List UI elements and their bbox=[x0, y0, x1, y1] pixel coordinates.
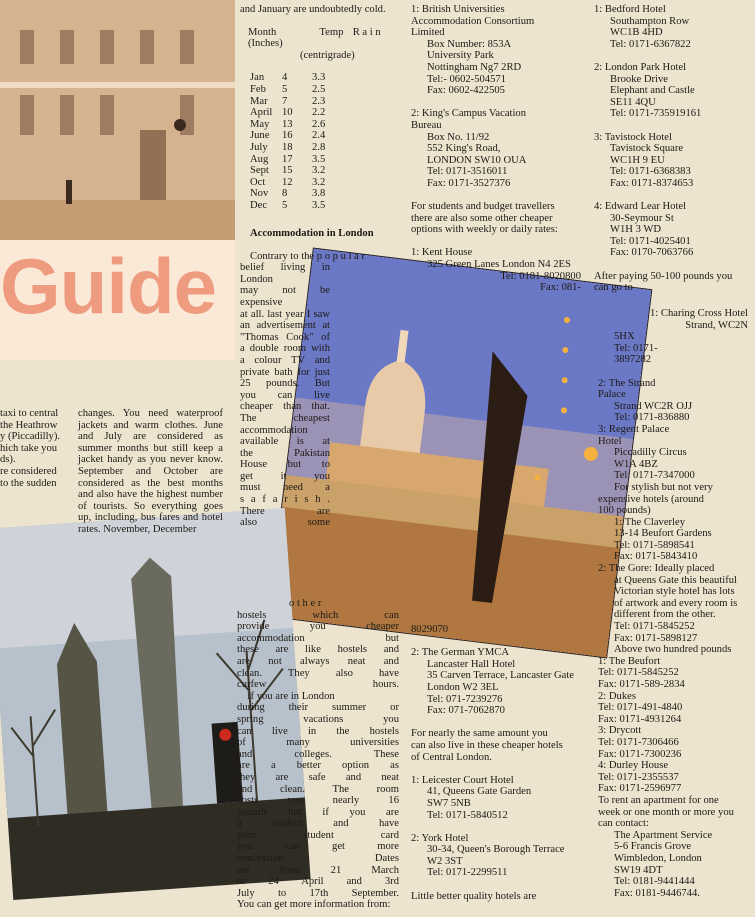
text-line: different from the other. bbox=[614, 609, 716, 621]
header-temp: Temp bbox=[319, 26, 344, 38]
text-line: 2: York Hotel bbox=[411, 832, 469, 844]
text-line: 2: King's Campus Vacation bbox=[411, 108, 526, 120]
text-line: Tel:- 0602-504571 bbox=[427, 73, 506, 85]
text-line bbox=[411, 879, 581, 891]
text-line: 35 Carven Terrace, Lancaster Gate bbox=[427, 670, 574, 682]
text-line: 1: Bedford Hotel bbox=[594, 4, 666, 15]
climate-row bbox=[240, 177, 400, 189]
text-line: and July are considered as bbox=[78, 431, 223, 443]
text-line bbox=[594, 259, 749, 271]
text-line: Tel: 071-7239276 bbox=[427, 693, 503, 705]
text-line: options with weekly or daily rates: bbox=[411, 224, 558, 236]
text-line: SW19 4DT bbox=[614, 864, 663, 876]
text-line: University Park bbox=[427, 50, 494, 62]
row-rain: 2.5 bbox=[312, 83, 326, 95]
text-line: House but to bbox=[240, 459, 330, 471]
row-rain: 3.5 bbox=[312, 153, 326, 165]
text-line: concession. Dates bbox=[237, 853, 399, 865]
text-line: If you are in London bbox=[247, 690, 335, 702]
text-line: W1A 4BZ bbox=[614, 458, 658, 470]
listing-cheap-hotels bbox=[411, 624, 581, 902]
text-line: WC1H 9 EU bbox=[610, 154, 665, 166]
text-line: Limited bbox=[411, 27, 445, 39]
text-line bbox=[411, 190, 581, 202]
text-line: London W2 3EL bbox=[427, 681, 499, 693]
text-line: Fax: 071-7062870 bbox=[427, 705, 505, 717]
photo-london-building bbox=[0, 0, 235, 360]
text-line: costs you nearly 16 bbox=[237, 795, 399, 807]
text-line: these are like hostels and bbox=[237, 644, 399, 656]
text-line: Victorian style hotel has lots bbox=[614, 586, 735, 598]
text-line: Fax: 0170-7063766 bbox=[610, 247, 694, 259]
text-line bbox=[594, 120, 749, 132]
text-line: are from 21 March bbox=[237, 864, 399, 876]
text-line: Hotel bbox=[598, 435, 622, 447]
climate-section bbox=[240, 4, 400, 212]
listing-hotels bbox=[594, 4, 749, 294]
text-line: can go to bbox=[594, 282, 633, 294]
text-line: 2: The Strand bbox=[598, 377, 656, 389]
text-line: To rent an apartment for one bbox=[598, 794, 719, 806]
text-line: Strand WC2R OJJ bbox=[614, 400, 693, 412]
text-line: can also live in these cheaper hotels bbox=[411, 739, 563, 751]
text-line: 552 King's Road, bbox=[427, 143, 501, 155]
text-line: Tel: 0171- bbox=[614, 342, 658, 354]
text-line: accommodation but bbox=[237, 632, 399, 644]
row-temp: 8 bbox=[282, 188, 288, 200]
row-rain: 2.3 bbox=[312, 95, 326, 107]
column-4-bottom bbox=[598, 308, 748, 899]
text-line: For nearly the same amount you bbox=[411, 728, 548, 740]
text-line: are not always neat and bbox=[237, 655, 399, 667]
row-month: Oct bbox=[250, 176, 266, 188]
text-line: also some bbox=[240, 517, 330, 529]
text-line: expensive hotels (around bbox=[598, 493, 704, 505]
text-line: cheaper than that. bbox=[240, 401, 330, 413]
text-line: For students and budget travellers bbox=[411, 201, 555, 213]
text-line: Strand, WC2N bbox=[685, 319, 748, 331]
row-rain: 3.3 bbox=[312, 72, 326, 84]
row-temp: 10 bbox=[282, 107, 293, 119]
text-line: Little better quality hotels are bbox=[411, 890, 537, 902]
text-line: For stylish but not very bbox=[614, 481, 713, 493]
row-rain: 3.8 bbox=[312, 188, 326, 200]
text-line: and colleges. These bbox=[237, 748, 399, 760]
hostels-section bbox=[237, 598, 399, 911]
text-line: After paying 50-100 pounds you bbox=[594, 270, 733, 282]
listing-universities bbox=[411, 4, 581, 294]
text-line: pounds but if you are bbox=[237, 806, 399, 818]
text-line: to 24 April and 3rd bbox=[237, 876, 399, 888]
text-line: your student card bbox=[237, 829, 399, 841]
row-temp: 15 bbox=[282, 165, 293, 177]
text-line: Fax: 0171-5843410 bbox=[614, 551, 698, 563]
text-line: LONDON SW10 OUA bbox=[427, 154, 527, 166]
text-line: Fax: 0171-589-2834 bbox=[598, 679, 685, 690]
text-line: must need a bbox=[240, 482, 330, 494]
row-temp: 17 bbox=[282, 153, 293, 165]
text-line: Tel: 0171-4025401 bbox=[610, 235, 691, 247]
text-line: There are bbox=[240, 505, 330, 517]
text-line: there are also some other cheaper bbox=[411, 212, 553, 224]
row-rain: 2.4 bbox=[312, 130, 326, 142]
text-line: Tel: 0171-5845252 bbox=[614, 621, 695, 633]
text-line bbox=[411, 236, 581, 248]
text-line: You can get more information from: bbox=[237, 899, 391, 911]
text-line bbox=[594, 190, 749, 202]
listing-expensive-hotels bbox=[598, 308, 748, 899]
text-line: considered as the best months bbox=[78, 477, 223, 489]
row-temp: 7 bbox=[282, 95, 288, 107]
text-line: 3897282 bbox=[614, 354, 652, 366]
climate-row bbox=[240, 84, 400, 96]
text-line: Tel: 0171-6367822 bbox=[610, 38, 691, 50]
text-line: at all. last year I saw bbox=[240, 308, 330, 320]
text-line: 3: Tavistock Hotel bbox=[594, 131, 672, 143]
row-rain: 3.5 bbox=[312, 199, 326, 211]
text-line: you can get more bbox=[237, 841, 399, 853]
text-line: 2: The Gore: Ideally placed bbox=[598, 563, 715, 575]
text-line: Elephant and Castle bbox=[610, 85, 695, 97]
text-line: 30-Seymour St bbox=[610, 212, 674, 224]
text-line: 3: Regent Palace bbox=[598, 423, 670, 435]
text-line: 4: Edward Lear Hotel bbox=[594, 201, 687, 213]
text-line: Contrary to the p o p u l a r bbox=[250, 250, 366, 262]
text-line bbox=[411, 821, 581, 833]
text-line: curfew hours. bbox=[237, 679, 399, 691]
climate-row bbox=[240, 96, 400, 108]
text-line: Fax: 0181-9446744. bbox=[614, 887, 700, 899]
text-line: up, including, bus fares and hotel bbox=[78, 512, 223, 524]
text-line: 30-34, Queen's Borough Terrace bbox=[427, 844, 565, 856]
row-temp: 13 bbox=[282, 118, 293, 130]
text-line: Tel: 0171-491-4840 bbox=[598, 702, 683, 714]
row-month: May bbox=[250, 118, 270, 130]
row-month: Sept bbox=[250, 165, 269, 177]
text-line: Wimbledon, London bbox=[614, 852, 702, 864]
text-line: rates. November, December bbox=[78, 523, 197, 535]
text-line: y (Piccadilly). bbox=[0, 431, 61, 443]
section-heading: Accommodation in London bbox=[250, 228, 374, 239]
text-line: Tel: 0181-8020800 bbox=[500, 270, 581, 282]
text-line: Fax: 0171-2596977 bbox=[598, 783, 682, 795]
text-line: clean. They also have bbox=[237, 667, 399, 679]
weather-text bbox=[78, 408, 223, 536]
text-line: 325 Green Lanes London N4 2ES bbox=[427, 259, 571, 271]
row-rain: 2.8 bbox=[312, 141, 326, 153]
text-line: July to 17th September. bbox=[237, 887, 399, 899]
text-line: can live in the hostels bbox=[237, 725, 399, 737]
climate-row bbox=[240, 200, 400, 212]
text-line: W2 3ST bbox=[427, 855, 463, 867]
text-line: Fax: 081- bbox=[540, 282, 581, 294]
climate-table-body bbox=[240, 72, 400, 211]
text-line: 5HX bbox=[614, 331, 635, 343]
accommodation-section bbox=[240, 228, 405, 529]
text-line: Piccadilly Circus bbox=[614, 447, 687, 459]
climate-row bbox=[240, 188, 400, 200]
text-line: Tel: 0171-6368383 bbox=[610, 166, 691, 178]
text-line: Tel: 0171-5840512 bbox=[427, 809, 508, 821]
text-line bbox=[411, 763, 581, 775]
text-line: SW7 5NB bbox=[427, 797, 471, 809]
text-line: Fax: 0171-5898127 bbox=[614, 632, 698, 644]
column-3-bottom bbox=[411, 624, 581, 902]
text-line bbox=[411, 717, 581, 729]
row-rain: 2.2 bbox=[312, 107, 326, 119]
text-line: of artwork and every room is bbox=[614, 597, 738, 609]
row-rain: 3.2 bbox=[312, 165, 326, 177]
text-line: taxi to central bbox=[0, 408, 59, 419]
text-line: Tel: 0171-836880 bbox=[614, 412, 690, 424]
text-line: o t h e r bbox=[289, 598, 322, 609]
text-line: Fax: 0171-8374653 bbox=[610, 177, 694, 189]
text-line: Tel: 0171-7306466 bbox=[598, 736, 679, 748]
text-line: Above two hundred pounds bbox=[614, 644, 732, 656]
text-line: Fax: 0171-7300236 bbox=[598, 748, 682, 760]
row-month: Feb bbox=[250, 83, 266, 95]
text-line: SE11 4QU bbox=[610, 96, 656, 108]
text-line: they are safe and neat bbox=[237, 771, 399, 783]
text-line: Nottingham Ng7 2RD bbox=[427, 61, 522, 73]
text-line: September and October are bbox=[78, 465, 223, 477]
text-line: Box No. 11/92 bbox=[427, 131, 490, 143]
text-line: changes. You need waterproof bbox=[78, 408, 223, 419]
row-temp: 16 bbox=[282, 130, 293, 142]
text-line: Brooke Drive bbox=[610, 73, 668, 85]
text-line: jacket handy as you never know. bbox=[78, 454, 223, 466]
text-line: are a better option as bbox=[237, 760, 399, 772]
text-line: 5-6 Francis Grove bbox=[614, 841, 692, 853]
text-line: and also have the highest number bbox=[78, 489, 223, 501]
climate-row bbox=[240, 165, 400, 177]
text-line: can contact: bbox=[598, 818, 649, 830]
text-line: 2: London Park Hotel bbox=[594, 61, 687, 73]
header-inches: (Inches) bbox=[248, 38, 283, 50]
text-line: at Queens Gate this beautiful bbox=[614, 574, 737, 586]
header-unit: (centrigrade) bbox=[300, 49, 355, 61]
text-line: Tel: 0171-2355537 bbox=[598, 771, 679, 783]
text-line: Fax: 0171-3527376 bbox=[427, 177, 511, 189]
text-line: ds). bbox=[0, 454, 16, 466]
climate-table-header bbox=[240, 27, 400, 62]
climate-row bbox=[240, 107, 400, 119]
row-temp: 18 bbox=[282, 141, 293, 153]
text-line: 1: The Beufort bbox=[598, 655, 661, 667]
row-month: July bbox=[250, 141, 268, 153]
text-line: Tel: 0171-5845252 bbox=[598, 667, 679, 679]
text-line: W1H 3 WD bbox=[610, 224, 661, 236]
row-temp: 4 bbox=[282, 72, 288, 84]
row-month: June bbox=[250, 130, 270, 142]
text-line: Southampton Row bbox=[610, 15, 690, 27]
text-line: Tavistock Square bbox=[610, 143, 684, 155]
text-line: an advertisement at bbox=[240, 320, 330, 332]
text-line: week or one month or more you bbox=[598, 806, 734, 818]
text-line: Tel: 0171-3516011 bbox=[427, 166, 508, 178]
text-line: the Heathrow bbox=[0, 419, 58, 431]
hostels-body bbox=[237, 598, 399, 911]
text-line: 1: Charing Cross Hotel bbox=[650, 308, 748, 319]
text-line: 25 pounds. But bbox=[240, 378, 330, 390]
text-line: The Apartment Service bbox=[614, 829, 713, 841]
text-line: Tel: 0171-2299511 bbox=[427, 867, 508, 879]
text-line: Tel: 0171-7347000 bbox=[614, 470, 695, 482]
text-line: get it you bbox=[240, 470, 330, 482]
text-line: of many universities bbox=[237, 737, 399, 749]
text-line bbox=[411, 636, 581, 648]
text-line: hostels which can bbox=[237, 609, 399, 621]
text-line: Accommodation Consortium bbox=[411, 15, 535, 27]
text-line: "Thomas Cook" of bbox=[240, 331, 330, 343]
text-line: during their summer or bbox=[237, 702, 399, 714]
text-line: WC1B 4HD bbox=[610, 27, 663, 39]
text-line: The cheapest bbox=[240, 412, 330, 424]
text-line: Box Number: 853A bbox=[427, 38, 512, 50]
text-line: summer months but still keep a bbox=[78, 442, 223, 454]
row-temp: 12 bbox=[282, 176, 293, 188]
text-line: Fax: 0602-422505 bbox=[427, 85, 505, 97]
row-rain: 2.6 bbox=[312, 118, 326, 130]
climate-intro: and January are undoubtedly cold. bbox=[240, 4, 386, 15]
column-3-top bbox=[411, 4, 581, 294]
text-line: 100 pounds) bbox=[598, 505, 651, 517]
row-rain: 3.2 bbox=[312, 176, 326, 188]
header-rain: R a i n bbox=[352, 26, 381, 38]
text-line: jackets and warm clothes. June bbox=[78, 419, 223, 431]
text-line: a student and have bbox=[237, 818, 399, 830]
text-line: Lancaster Hall Hotel bbox=[427, 658, 516, 670]
left-column-fragment bbox=[0, 408, 75, 489]
text-line: hich take you bbox=[0, 442, 58, 454]
text-line: 1: Kent House bbox=[411, 247, 473, 259]
row-month: Jan bbox=[250, 72, 265, 84]
text-line: 3: Drycott bbox=[598, 725, 642, 737]
text-line: 8029070 bbox=[411, 624, 449, 635]
row-temp: 5 bbox=[282, 199, 288, 211]
text-line: 13-14 Beufort Gardens bbox=[614, 528, 712, 540]
text-line: 1: The Claverley bbox=[614, 516, 685, 528]
text-line: of Central London. bbox=[411, 751, 492, 763]
text-line bbox=[411, 97, 581, 109]
text-line: 4: Durley House bbox=[598, 760, 669, 772]
text-line: s a f a r i s h . bbox=[240, 494, 330, 506]
climate-row bbox=[240, 72, 400, 84]
row-month: Aug bbox=[250, 153, 269, 165]
row-temp: 5 bbox=[282, 83, 288, 95]
climate-row bbox=[240, 130, 400, 142]
text-line: re considered bbox=[0, 465, 57, 477]
text-line: spring vacations you bbox=[237, 713, 399, 725]
text-line: 1: Leicester Court Hotel bbox=[411, 774, 514, 786]
text-line: accommodation bbox=[240, 424, 308, 436]
text-line: Bureau bbox=[411, 119, 442, 131]
text-line: private bath for just bbox=[240, 366, 330, 378]
text-line: a double room with bbox=[240, 343, 330, 355]
text-line bbox=[598, 366, 748, 378]
climate-row bbox=[240, 142, 400, 154]
header-month: Month bbox=[248, 26, 277, 38]
row-month: April bbox=[250, 107, 273, 119]
text-line: 2: The German YMCA bbox=[411, 647, 509, 659]
accommodation-body bbox=[240, 262, 330, 529]
text-line bbox=[594, 50, 749, 62]
climate-row bbox=[240, 154, 400, 166]
text-line: a colour TV and bbox=[240, 354, 330, 366]
text-line: may not be expensive bbox=[240, 285, 330, 308]
text-line: 1: British Universities bbox=[411, 4, 505, 15]
text-line: Fax: 0171-4931264 bbox=[598, 713, 682, 725]
climate-row bbox=[240, 119, 400, 131]
text-line: 41, Queens Gate Garden bbox=[427, 786, 532, 798]
text-line: Tel: 0171-5898541 bbox=[614, 539, 695, 551]
text-line: Tel: 0181-9441444 bbox=[614, 876, 695, 888]
text-line: to the sudden bbox=[0, 477, 57, 489]
text-line: you can live bbox=[240, 389, 330, 401]
text-line: provide you cheaper bbox=[237, 621, 399, 633]
page-title: Guide bbox=[0, 242, 217, 330]
text-line: Palace bbox=[598, 389, 626, 401]
column-4-top bbox=[594, 4, 749, 294]
text-line: available is at bbox=[240, 436, 330, 448]
row-month: Dec bbox=[250, 199, 268, 211]
row-month: Nov bbox=[250, 188, 269, 200]
text-line: the Pakistan bbox=[240, 447, 330, 459]
text-line: belief living in London bbox=[240, 262, 330, 285]
text-line: Tel: 0171-735919161 bbox=[610, 108, 702, 120]
text-line: and clean. The room bbox=[237, 783, 399, 795]
text-line: of tourists. So everything goes bbox=[78, 500, 223, 512]
row-month: Mar bbox=[250, 95, 268, 107]
text-line: 2: Dukes bbox=[598, 690, 636, 702]
